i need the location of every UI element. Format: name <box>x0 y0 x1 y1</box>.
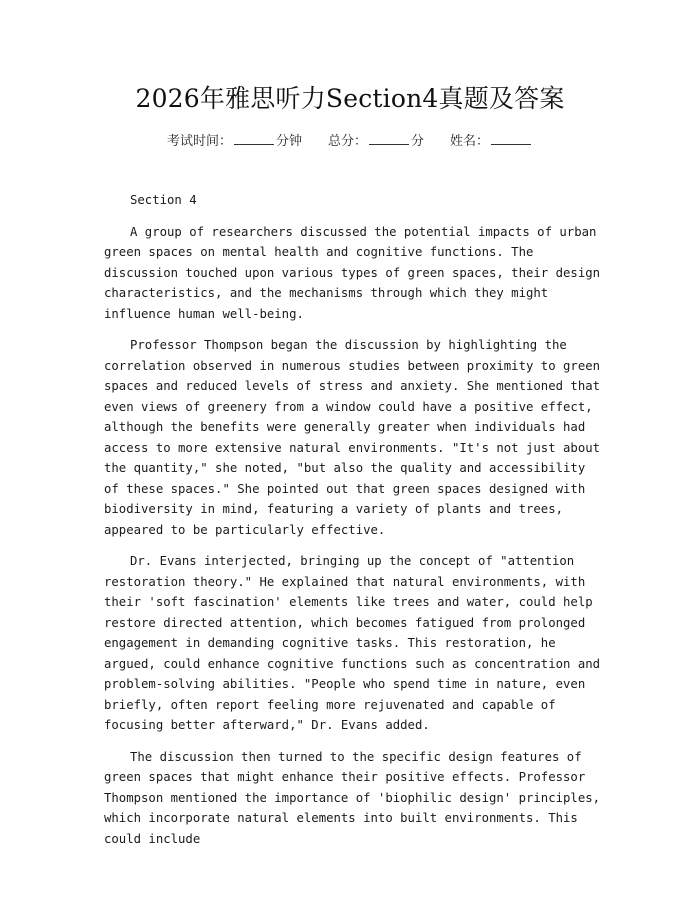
exam-meta-line <box>0 131 700 152</box>
paragraph: Dr. Evans interjected, bringing up the concept of "attention restoration theory." He explained that natural environments, with their 'soft fascination' elements like trees and water, could help restore directed attention, which becomes fatigued from prolonged engagement in demanding cognitive tasks. This restoration, he argued, could enhance cognitive functions such as concentration and problem-solving abilities. "People who spend time in nature, even briefly, often report feeling more rejuvenated and capable of focusing better afterward," Dr. Evans added. <box>104 554 601 732</box>
document-body <box>104 190 604 860</box>
section-heading: Section 4 <box>130 193 197 207</box>
score-blank <box>369 131 409 145</box>
score-label: 总分： <box>327 134 367 149</box>
time-unit: 分钟 <box>275 134 302 149</box>
score-unit: 分 <box>411 134 425 149</box>
paragraph: Professor Thompson began the discussion by highlighting the correlation observed in numerous studies between proximity to green spaces and reduced levels of stress and anxiety. She mentioned that even views of greenery from a window could have a positive effect, although the benefits were generally greater when individuals had access to more extensive natural environments. "It's not just about the quantity," she noted, "but also the quality and accessibility of these spaces." She pointed out that green spaces designed with biodiversity in mind, featuring a variety of plants and trees, appeared to be particularly effective. <box>104 338 601 537</box>
document-title: 2026年雅思听力Section4真题及答案 <box>135 84 565 113</box>
name-blank <box>491 131 531 145</box>
time-blank <box>234 131 274 145</box>
time-label: 考试时间： <box>166 134 232 149</box>
paragraph: The discussion then turned to the specific design features of green spaces that might enhance their positive effects. Professor Thompson mentioned the importance of 'biophilic design' principles, which incorporate natural elements into built environments. This could include <box>104 749 601 846</box>
name-label: 姓名： <box>450 134 490 149</box>
paragraph: A group of researchers discussed the potential impacts of urban green spaces on mental health and cognitive functions. The discussion touched upon various types of green spaces, their design characteristics, and the mechanisms through which they might influence human well-being. <box>104 224 601 321</box>
